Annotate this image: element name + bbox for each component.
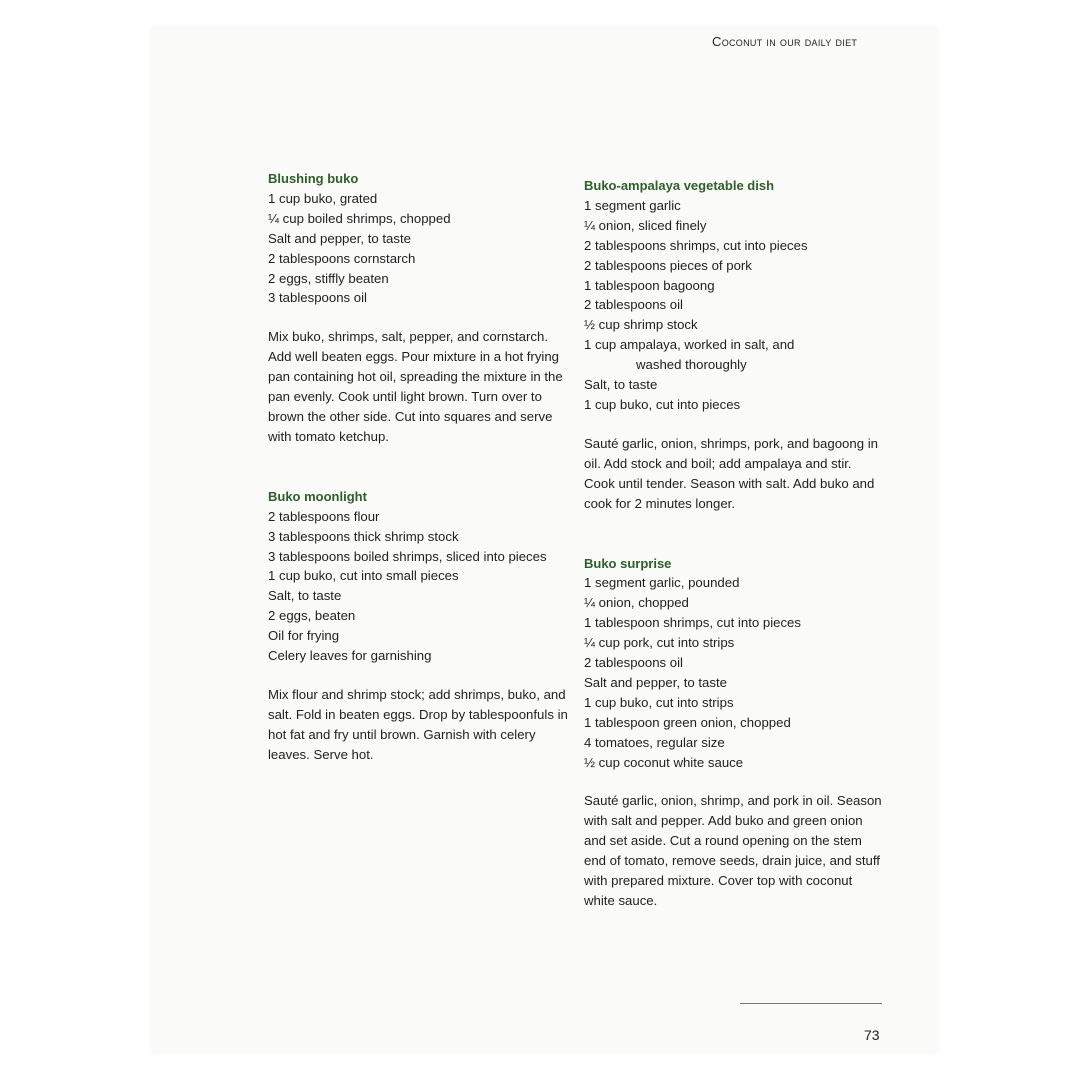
ingredient-item: 2 tablespoons pieces of pork xyxy=(584,257,752,273)
recipe-title: Buko moonlight xyxy=(268,488,367,504)
ingredient-item: 2 tablespoons oil xyxy=(584,297,683,313)
ingredient-list xyxy=(584,196,884,415)
ingredient-item: ¼ cup pork, cut into strips xyxy=(584,635,735,651)
ingredient-list xyxy=(268,507,568,666)
ingredient-list xyxy=(584,573,884,772)
recipe-method: Sauté garlic, onion, shrimps, pork, and bagoong in oil. Add stock and boil; add ampalaya and stir. Cook until tender. Season with salt. Add buko and cook for 2 minutes longer. xyxy=(584,435,878,511)
recipe-buko-ampalaya xyxy=(584,176,884,514)
recipe-title: Buko surprise xyxy=(584,555,672,571)
ingredient-item: 1 tablespoon green onion, chopped xyxy=(584,714,791,730)
page-number: 73 xyxy=(864,1027,880,1043)
ingredient-item: Oil for frying xyxy=(268,628,340,644)
ingredient-item: Salt and pepper, to taste xyxy=(268,230,411,246)
ingredient-item: Salt, to taste xyxy=(268,588,342,604)
ingredient-item: 1 cup ampalaya, worked in salt, and xyxy=(584,337,795,353)
ingredient-item: 1 segment garlic, pounded xyxy=(584,575,740,591)
ingredient-item: 2 tablespoons cornstarch xyxy=(268,250,416,266)
recipe-title: Buko-ampalaya vegetable dish xyxy=(584,178,775,193)
ingredient-item: Salt, to taste xyxy=(584,377,658,393)
ingredient-list xyxy=(268,189,568,308)
ingredient-item: 1 cup buko, cut into small pieces xyxy=(268,568,459,584)
ingredient-item: 1 cup buko, cut into strips xyxy=(584,694,734,710)
ingredient-item: ¼ onion, chopped xyxy=(584,595,689,611)
recipe-title: Blushing buko xyxy=(268,171,359,186)
recipe-buko-surprise xyxy=(584,554,884,911)
recipe-method: Sauté garlic, onion, shrimp, and pork in oil. Season with salt and pepper. Add buko and green onion and set aside. Cut a round opening on the stem end of tomato, remove seeds, drain juice, and stuff with prepared mixture. Cover top with coconut white sauce. xyxy=(584,793,882,908)
section-gap xyxy=(268,447,568,487)
left-column xyxy=(268,169,568,765)
ingredient-item: 2 tablespoons shrimps, cut into pieces xyxy=(584,237,808,253)
ingredient-item: 2 tablespoons flour xyxy=(268,508,380,524)
ingredient-item: 1 tablespoon bagoong xyxy=(584,277,715,293)
ingredient-item: ¼ onion, sliced finely xyxy=(584,217,707,233)
ingredient-item: Celery leaves for garnishing xyxy=(268,648,432,664)
ingredient-item: 1 cup buko, cut into pieces xyxy=(584,396,741,412)
ingredient-item: 4 tomatoes, regular size xyxy=(584,734,725,750)
ingredient-item: 2 tablespoons oil xyxy=(584,655,683,671)
right-column xyxy=(584,176,884,911)
ingredient-item: Salt and pepper, to taste xyxy=(584,674,727,690)
recipe-method: Mix flour and shrimp stock; add shrimps, buko, and salt. Fold in beaten eggs. Drop by tablespoonfuls in hot fat and fry until brown. Garnish with celery leaves. Serve hot. xyxy=(268,686,568,762)
ingredient-item: 1 cup buko, grated xyxy=(268,190,378,206)
ingredient-item-continued: washed thoroughly xyxy=(636,357,747,373)
ingredient-item: 3 tablespoons boiled shrimps, sliced into pieces xyxy=(268,548,547,564)
ingredient-item: 3 tablespoons thick shrimp stock xyxy=(268,528,459,544)
recipe-method: Mix buko, shrimps, salt, pepper, and cornstarch. Add well beaten eggs. Pour mixture in a hot frying pan containing hot oil, spreading the mixture in the pan evenly. Cook until light brown. Turn over to brown the other side. Cut into squares and serve with tomato ketchup. xyxy=(268,329,563,444)
ingredient-item: ½ cup coconut white sauce xyxy=(584,754,744,770)
ingredient-item: 2 eggs, beaten xyxy=(268,608,356,624)
ingredient-item: 1 segment garlic xyxy=(584,197,681,213)
footer-rule xyxy=(740,1003,882,1004)
ingredient-item: 2 eggs, stiffly beaten xyxy=(268,270,389,286)
running-head: Coconut in our daily diet xyxy=(712,34,858,49)
recipe-blushing-buko xyxy=(268,169,568,447)
section-gap xyxy=(584,514,884,554)
ingredient-item: 1 tablespoon shrimps, cut into pieces xyxy=(584,615,801,631)
recipe-buko-moonlight xyxy=(268,487,568,765)
ingredient-item: ¼ cup boiled shrimps, chopped xyxy=(268,210,451,226)
ingredient-item: 3 tablespoons oil xyxy=(268,290,367,306)
ingredient-item: ½ cup shrimp stock xyxy=(584,317,698,333)
